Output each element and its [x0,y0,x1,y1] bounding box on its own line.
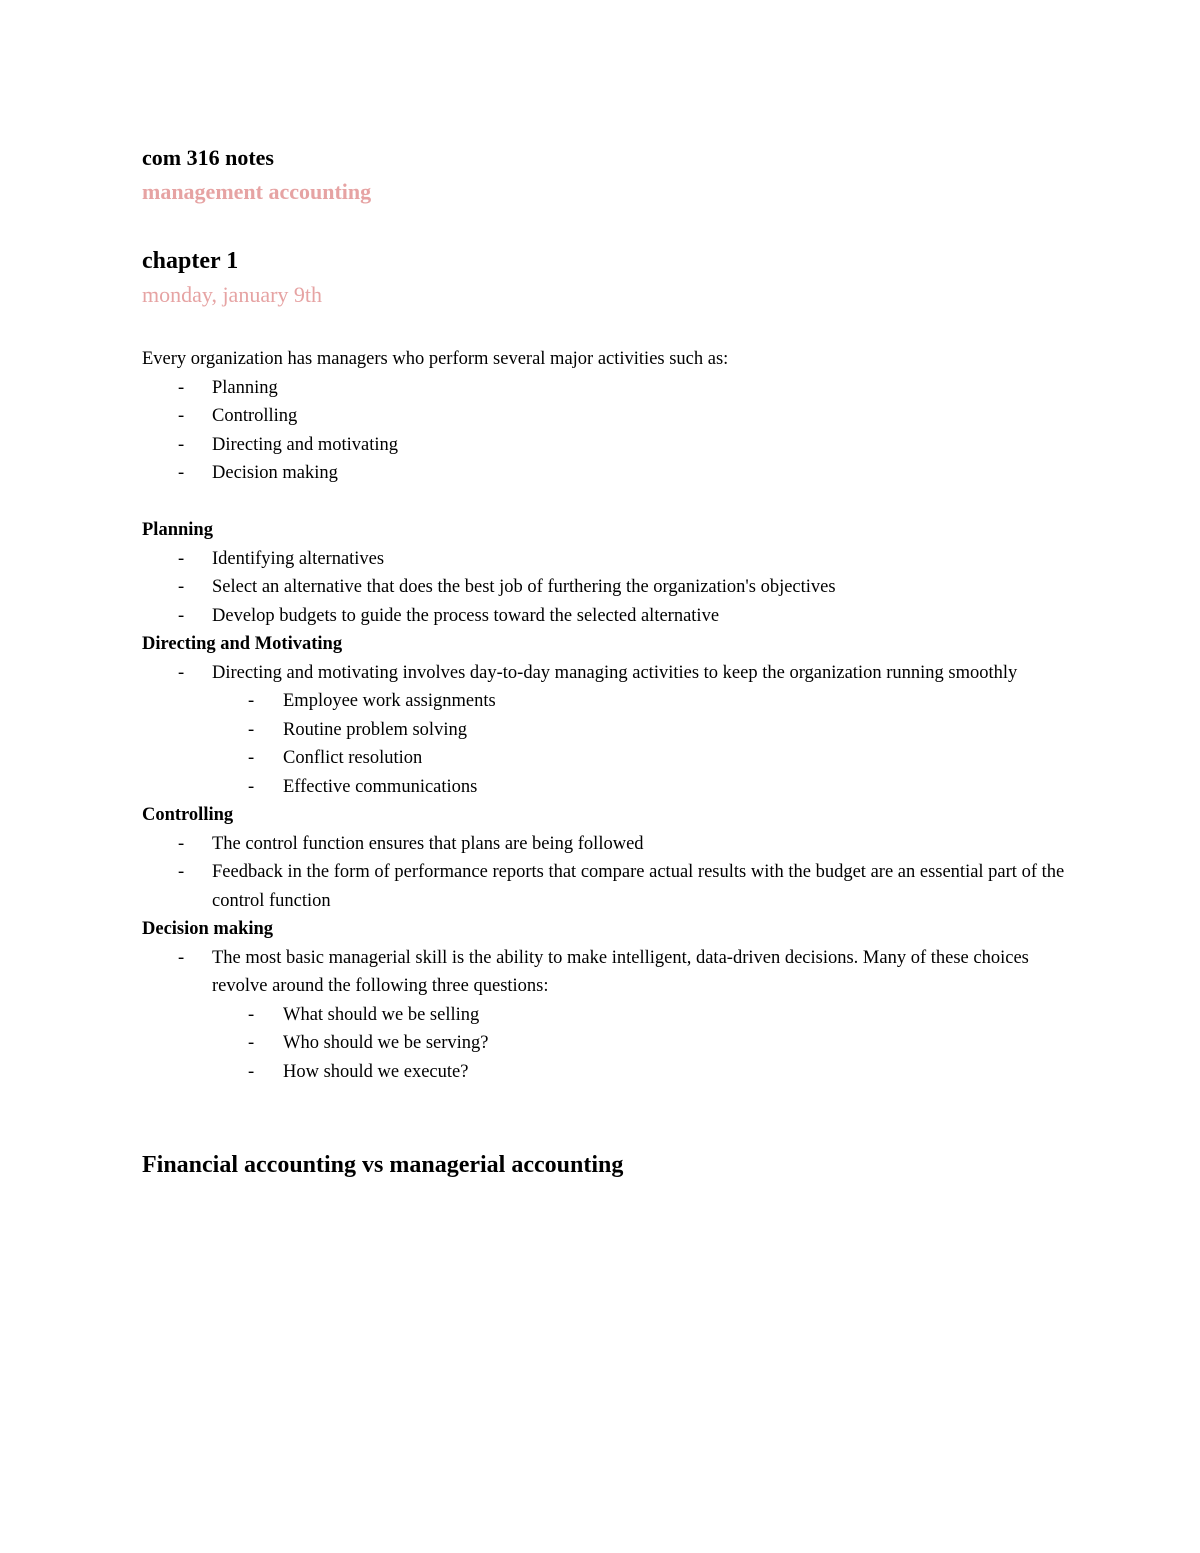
chapter-date: monday, january 9th [142,282,323,307]
planning-list [142,545,1072,631]
sublist-item: - Who should we be serving? [142,1029,1072,1058]
list-item: - Identifying alternatives [142,545,1072,574]
list-item: - Directing and motivating involves day-to-day managing activities to keep the organization running smoothly [142,659,1072,688]
chapter-title: chapter 1 [142,248,239,274]
list-item: - Select an alternative that does the best job of furthering the organization's objectives [142,573,1072,602]
list-item: - The most basic managerial skill is the ability to make intelligent, data-driven decisions. Many of these choices revolve around the following three questions: [142,944,1072,1001]
directing-heading: Directing and Motivating [142,634,343,654]
list-item: - The control function ensures that plans are being followed [142,830,1072,859]
planning-heading: Planning [142,520,213,540]
decision-list [142,944,1072,1001]
course-subtitle: management accounting [142,179,372,204]
section-heading: Financial accounting vs managerial accounting [142,1152,624,1178]
controlling-heading: Controlling [142,805,234,825]
directing-sublist [142,687,1072,801]
list-item: - Planning [142,374,1072,403]
controlling-list [142,830,1072,916]
list-item: - Feedback in the form of performance reports that compare actual results with the budget are an essential part of the control function [142,858,1072,915]
sublist-item: - What should we be selling [142,1001,1072,1030]
list-item: - Decision making [142,459,1072,488]
decision-heading: Decision making [142,919,274,939]
spacer [142,488,1072,517]
list-item: - Controlling [142,402,1072,431]
activities-list [142,374,1072,488]
intro-paragraph: Every organization has managers who perform several major activities such as: [142,349,729,369]
decision-sublist [142,1001,1072,1087]
list-item: - Develop budgets to guide the process toward the selected alternative [142,602,1072,631]
sublist-item: - How should we execute? [142,1058,1072,1087]
sublist-item: - Employee work assignments [142,687,1072,716]
directing-list [142,659,1072,688]
course-title: com 316 notes [142,145,274,170]
notes-body [142,345,1072,1086]
list-item: - Directing and motivating [142,431,1072,460]
sublist-item: - Routine problem solving [142,716,1072,745]
sublist-item: - Effective communications [142,773,1072,802]
sublist-item: - Conflict resolution [142,744,1072,773]
